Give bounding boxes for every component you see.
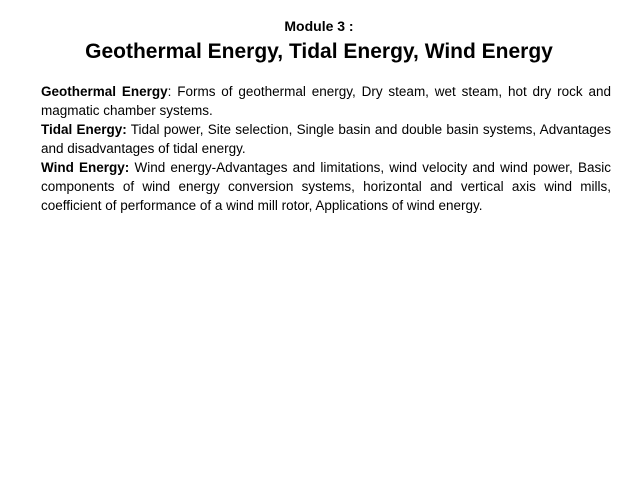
paragraph-text-geothermal: : Forms of geothermal energy, Dry steam, wet steam, hot dry rock and magmatic chamber systems. [41,84,611,118]
slide-title: Geothermal Energy, Tidal Energy, Wind Energy [85,40,553,63]
paragraph-geothermal [41,82,611,120]
paragraph-heading-tidal: Tidal Energy: [41,122,127,137]
module-label: Module 3 : [284,18,354,34]
paragraph-heading-geothermal: Geothermal Energy [41,84,168,99]
paragraph-wind [41,158,611,215]
slide-body [41,82,611,215]
paragraph-text-tidal: Tidal power, Site selection, Single basin and double basin systems, Advantages and disadvantages of tidal energy. [41,122,611,156]
paragraph-heading-wind: Wind Energy: [41,160,130,175]
paragraph-text-wind: Wind energy-Advantages and limitations, wind velocity and wind power, Basic components of wind energy conversion systems, horizontal and vertical axis wind mills, coefficient of performance of a wind mill rotor, Applications of wind energy. [41,160,611,213]
paragraph-tidal [41,120,611,158]
